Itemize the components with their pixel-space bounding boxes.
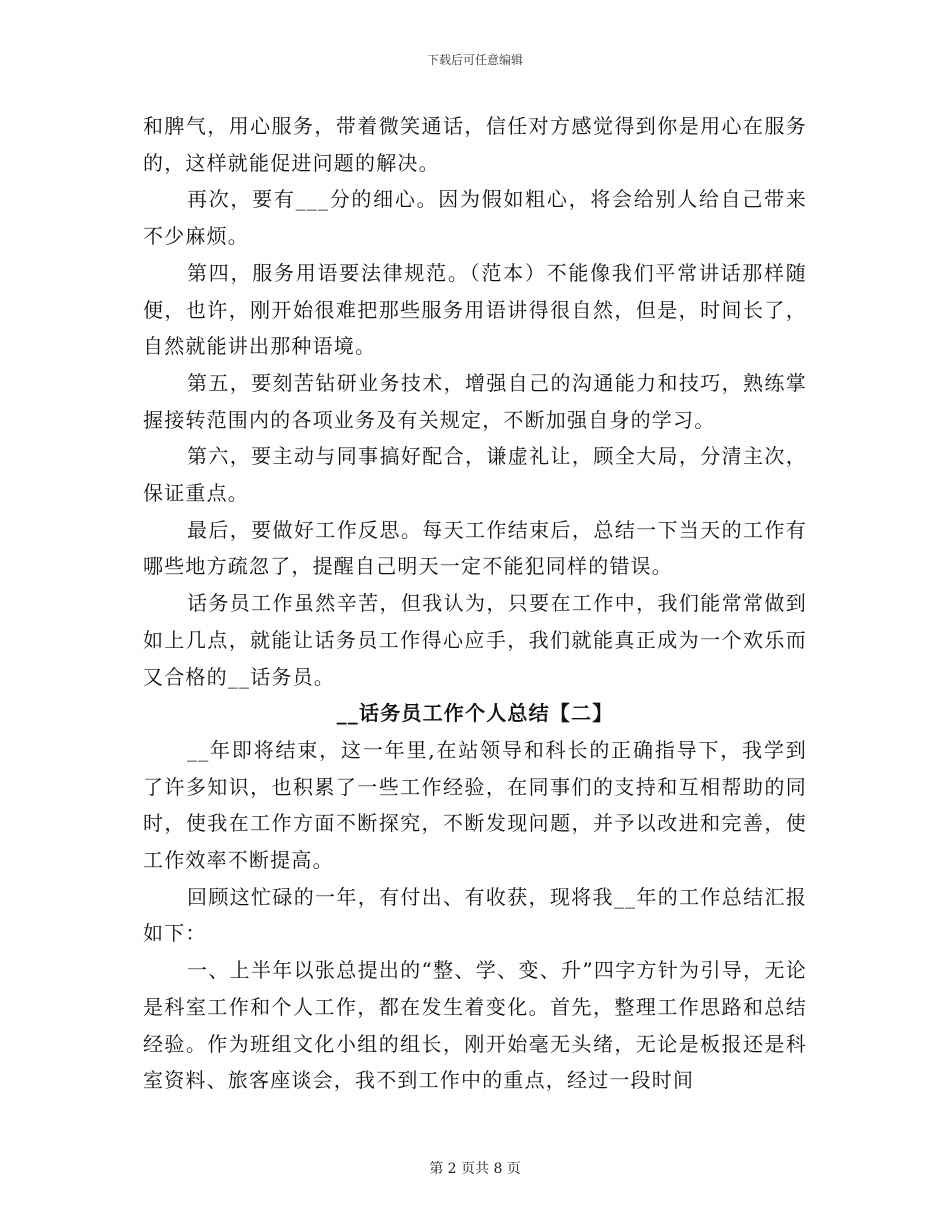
paragraph-9: 回顾这忙碌的一年，有付出、有收获，现将我__年的工作总结汇报如下： [143,884,807,946]
paragraph-4: 第五，要刻苦钻研业务技术，增强自己的沟通能力和技巧，熟练掌握接转范围内的各项业务及有关规定，不断加强自身的学习。 [143,370,807,432]
paragraph-6: 最后，要做好工作反思。每天工作结束后，总结一下当天的工作有哪些地方疏忽了，提醒自己明天一定不能犯同样的错误。 [143,517,807,579]
section-heading: __话务员工作个人总结【二】 [336,701,614,726]
paragraph-5: 第六，要主动与同事搞好配合，谦虚礼让，顾全大局，分清主次，保证重点。 [143,444,807,506]
document-body [143,108,807,1099]
paragraph-8: __年即将结束，这一年里,在站领导和科长的正确指导下，我学到了许多知识，也积累了一些工作经验，在同事们的支持和互相帮助的同时，使我在工作方面不断探究，不断发现问题，并予以改进和完善，使工作效率不断提高。 [143,737,807,873]
paragraph-2: 再次，要有___分的细心。因为假如粗心，将会给别人给自己带来不少麻烦。 [143,187,807,249]
page-header: 下载后可任意编辑 [426,53,523,67]
paragraph-3: 第四，服务用语要法律规范。（范本）不能像我们平常讲话那样随便，也许，刚开始很难把那些服务用语讲得很自然，但是，时间长了，自然就能讲出那种语境。 [143,260,807,359]
paragraph-7: 话务员工作虽然辛苦，但我认为，只要在工作中，我们能常常做到如上几点，就能让话务员工作得心应手，我们就能真正成为一个欢乐而又合格的__话务员。 [143,591,807,689]
page-footer: 第 2 页共 8 页 [429,1161,521,1177]
paragraph-1: 和脾气，用心服务，带着微笑通话，信任对方感觉得到你是用心在服务的，这样就能促进问题的解决。 [143,114,807,175]
paragraph-10: 一、上半年以张总提出的“整、学、变、升”四字方针为引导，无论是科室工作和个人工作，都在发生着变化。首先，整理工作思路和总结经验。作为班组文化小组的组长，刚开始毫无头绪，无论是板报还是科室资料、旅客座谈会，我不到工作中的重点，经过一段时间 [143,958,807,1093]
